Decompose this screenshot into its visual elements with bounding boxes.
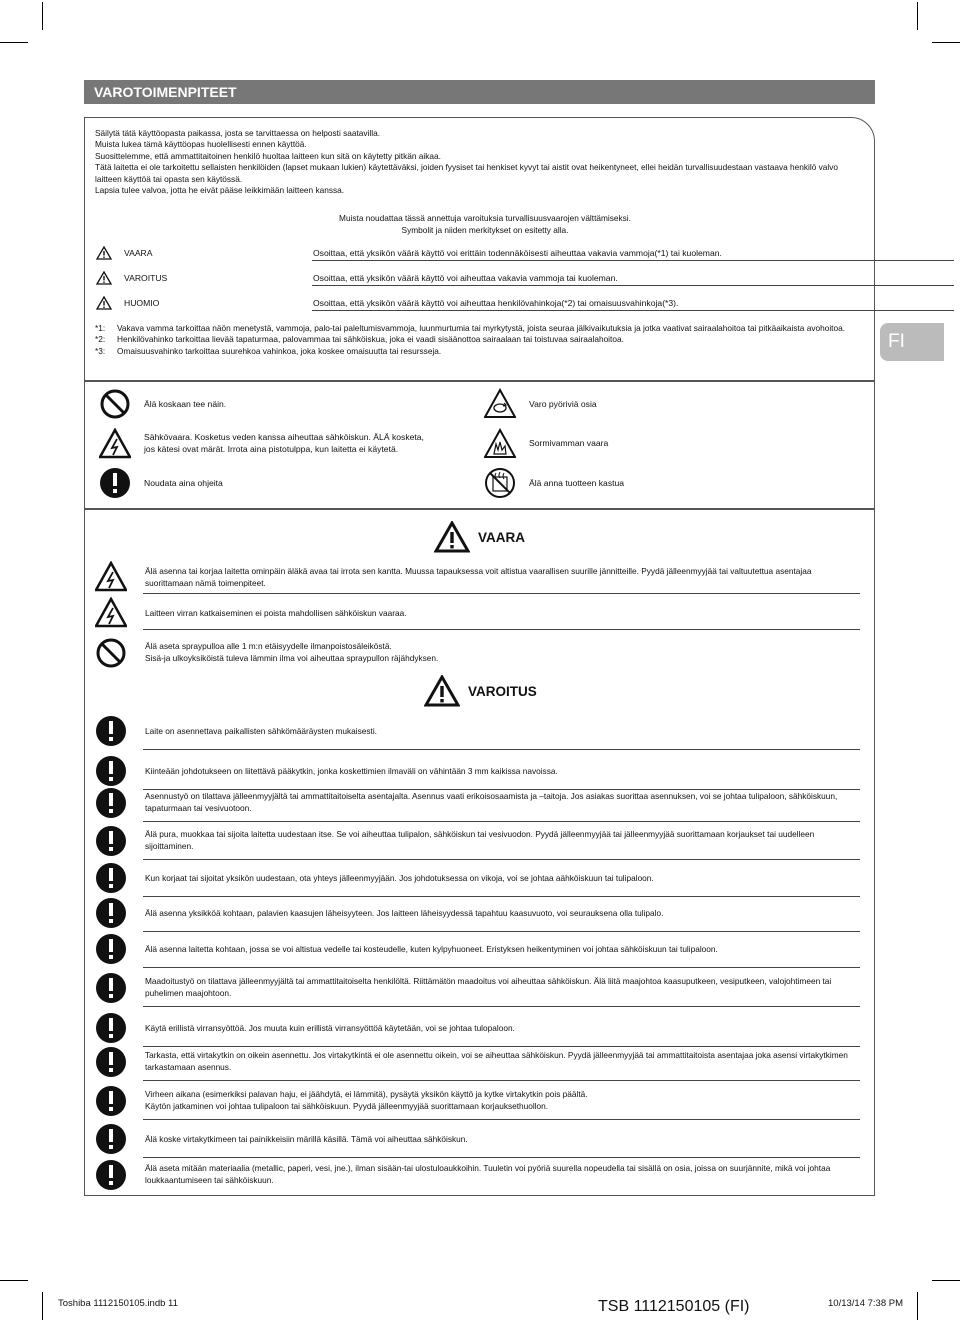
warning-triangle-icon xyxy=(424,675,460,707)
crop-mark xyxy=(917,1292,918,1320)
mandatory-exclamation-icon xyxy=(95,1046,127,1078)
mandatory-exclamation-icon xyxy=(95,1159,127,1191)
crop-mark xyxy=(42,2,43,30)
symbol-text: Sormivamman vaara xyxy=(529,438,609,448)
divider xyxy=(143,1119,860,1120)
intro-line: Muista lukea tämä käyttöopas huolellisesti ennen käyttöä. xyxy=(95,139,307,150)
intro-line: Suosittelemme, että ammattitaitoinen henkilö huoltaa laitteen kun sitä on käytetty pitkän aikaa. xyxy=(95,150,441,161)
warning-triangle-icon xyxy=(434,521,470,553)
page-title: VAROTOIMENPITEET xyxy=(84,80,875,104)
intro-text xyxy=(95,128,865,196)
warning-triangle-icon xyxy=(96,271,112,285)
finger-injury-icon xyxy=(484,428,516,460)
divider xyxy=(143,1157,860,1158)
divider xyxy=(143,967,860,968)
legend-name: VAROITUS xyxy=(124,273,168,283)
mandatory-exclamation-icon xyxy=(95,715,127,747)
divider xyxy=(143,789,860,790)
divider xyxy=(143,629,860,630)
mandatory-exclamation-icon xyxy=(95,755,127,787)
legend-name: HUOMIO xyxy=(124,298,160,308)
mandatory-exclamation-icon xyxy=(95,1012,127,1044)
prohibition-icon xyxy=(99,388,131,420)
electric-shock-icon xyxy=(99,428,131,460)
legend-desc: Osoittaa, että yksikön väärä käyttö voi erittäin todennäköisesti aiheuttaa vakavia vammoja(*1) tai kuoleman. xyxy=(313,248,722,258)
divider xyxy=(143,859,860,860)
footnote: *1: Vakava vamma tarkoittaa näön menetystä, vammoja, palo-tai paleltumisvammoja, luunmurtumia tai myrkytystä, joista seuraa jälkivaikutuksia ja jotka vaativat sairaalahoitoa tai pitkäaikaista avohoitoa. xyxy=(95,323,846,333)
symbol-text: Noudata aina ohjeita xyxy=(144,478,223,488)
mandatory-exclamation-icon xyxy=(99,467,131,499)
mandatory-exclamation-icon xyxy=(95,897,127,929)
divider xyxy=(143,896,860,897)
mandatory-exclamation-icon xyxy=(95,825,127,857)
divider xyxy=(143,593,860,594)
divider xyxy=(312,285,954,286)
intro-line: Säilytä tätä käyttöopasta paikassa, josta se tarvittaessa on helposti saatavilla. xyxy=(95,128,381,138)
divider xyxy=(143,1006,860,1007)
footnote: *3: Omaisuusvahinko tarkoittaa suurehkoa vahinkoa, joka koskee omaisuutta tai resursseja. xyxy=(95,345,442,356)
divider xyxy=(143,821,860,822)
divider xyxy=(143,931,860,932)
symbol-text: Varo pyöriviä osia xyxy=(529,399,597,409)
legend-desc: Osoittaa, että yksikön väärä käyttö voi aiheuttaa henkilövahinkoja(*2) tai omaisuusvahinkoja(*3). xyxy=(313,298,679,308)
crop-mark xyxy=(0,42,28,43)
footer-file: Toshiba 1112150105.indb 11 xyxy=(58,1298,178,1309)
symbol-text: Sähkövaara. Kosketus veden kanssa aiheuttaa sähköiskun. ÄLÄ kosketa, jos kätesi ovat märät. Irrota aina pistotulppa, kun laitetta ei käytetä. xyxy=(144,432,424,454)
symbol-text: Älä koskaan tee näin. xyxy=(144,399,227,409)
crop-mark xyxy=(932,42,960,43)
symbol-text: Älä anna tuotteen kastua xyxy=(529,478,625,488)
mandatory-exclamation-icon xyxy=(95,1085,127,1117)
crop-mark xyxy=(917,2,918,30)
footnote: *2: Henkilövahinko tarkoittaa lievää tapaturmaa, palovammaa tai sähköiskua, joka ei vaadi sisäänottoa sairaalaan tai toistuvaa sairaalahoitoa. xyxy=(95,334,624,345)
legend-heading: Muista noudattaa tässä annettuja varoituksia turvallisuusvaarojen välttämiseksi. Symbolit ja niiden merkitykset on esitetty alla. xyxy=(339,213,631,235)
mandatory-exclamation-icon xyxy=(95,862,127,894)
no-water-icon xyxy=(484,467,516,499)
divider xyxy=(143,749,860,750)
vaara-heading: VAARA xyxy=(434,521,525,553)
intro-line: Tätä laitetta ei ole tarkoitettu sellaisten henkilöiden (lapset mukaan lukien) käytettäväksi, joiden fyysiset tai henkiset kyvyt tai aistit ovat heikentyneet, ellei heidän turvallisuudestaan vastaava henkilö valvo laitteen käyttöä tai opasta sen käytössä. xyxy=(95,162,838,184)
electric-shock-icon xyxy=(95,561,127,593)
intro-line: Lapsia tulee valvoa, jotta he eivät pääse leikkimään laitteen kanssa. xyxy=(95,185,345,196)
crop-mark xyxy=(42,1292,43,1320)
warning-triangle-icon xyxy=(96,246,112,260)
varoitus-heading: VAROITUS xyxy=(424,675,537,707)
legend-desc: Osoittaa, että yksikön väärä käyttö voi aiheuttaa vakavia vammoja tai kuoleman. xyxy=(313,273,618,283)
footnotes xyxy=(95,323,865,357)
divider xyxy=(312,310,954,311)
divider xyxy=(312,260,954,261)
language-tab: FI xyxy=(880,323,944,361)
mandatory-exclamation-icon xyxy=(95,787,127,819)
mandatory-exclamation-icon xyxy=(95,972,127,1004)
footer-code: TSB 1112150105 (FI) xyxy=(598,1298,750,1315)
rotating-parts-icon xyxy=(484,388,516,420)
mandatory-exclamation-icon xyxy=(95,933,127,965)
crop-mark xyxy=(932,1280,960,1281)
warning-triangle-icon xyxy=(96,296,112,310)
legend-name: VAARA xyxy=(124,248,153,258)
crop-mark xyxy=(0,1280,28,1281)
divider xyxy=(143,1080,860,1081)
prohibition-icon xyxy=(95,637,127,669)
electric-shock-icon xyxy=(95,597,127,629)
divider xyxy=(143,1046,860,1047)
footer-date: 10/13/14 7:38 PM xyxy=(828,1298,903,1309)
mandatory-exclamation-icon xyxy=(95,1123,127,1155)
